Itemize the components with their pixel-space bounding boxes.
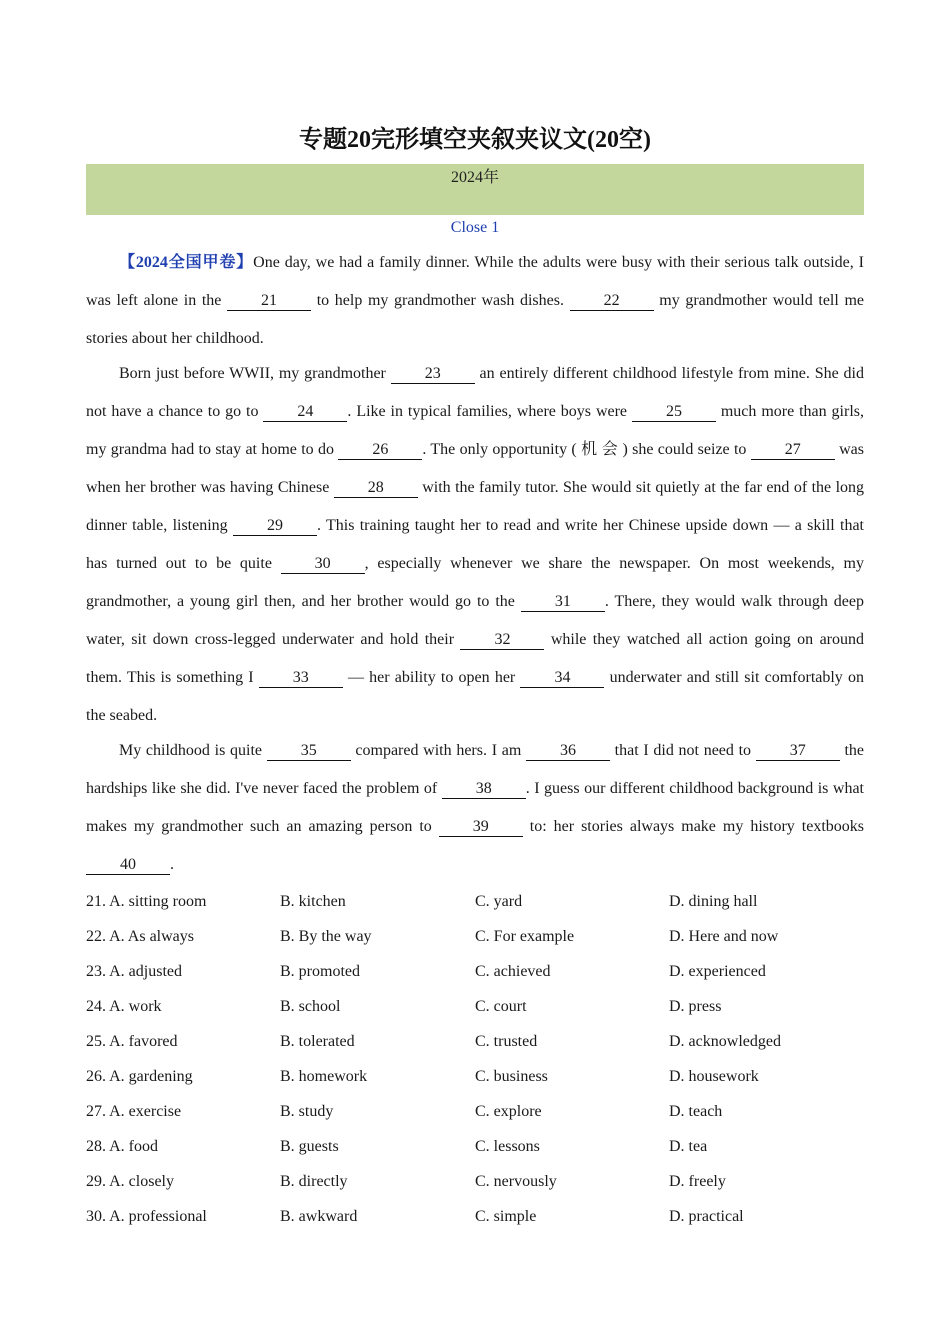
- option-b: B. kitchen: [280, 893, 346, 910]
- option-a: 24. A. work: [86, 998, 162, 1015]
- passage-paragraph: 【2024全国甲卷】One day, we had a family dinner. While the adults were busy with their serious talk outside, I was left alone in the 21 to help my grandmother wash dishes. 22 my grandmother would tell me stories about her childhood.: [86, 254, 864, 347]
- option-c: C. nervously: [475, 1173, 557, 1190]
- answer-options: [86, 884, 864, 1234]
- option-a: 21. A. sitting room: [86, 893, 207, 910]
- option-a: 30. A. professional: [86, 1208, 207, 1225]
- passage-paragraph: My childhood is quite 35 compared with hers. I am 36 that I did not need to 37 the hardships like she did. I've never faced the problem of 38 . I guess our different childhood background is what makes my grandmother such an amazing person to 39 to: her stories always make my history textbooks 40 .: [86, 742, 865, 873]
- blank-27: 27: [751, 441, 835, 460]
- question-options-row: [86, 1094, 864, 1129]
- year-banner-label: 2024年: [450, 169, 499, 186]
- option-b: B. study: [280, 1103, 334, 1120]
- blank-21: 21: [227, 292, 311, 311]
- option-b: B. guests: [280, 1138, 339, 1155]
- option-c: C. For example: [475, 928, 575, 945]
- cloze-passage: [86, 244, 864, 884]
- option-c: C. achieved: [475, 963, 551, 980]
- option-a: 22. A. As always: [86, 928, 194, 945]
- option-c: C. simple: [475, 1208, 537, 1225]
- blank-24: 24: [263, 403, 347, 422]
- blank-26: 26: [338, 441, 422, 460]
- question-options-row: [86, 954, 864, 989]
- question-options-row: [86, 884, 864, 919]
- option-a: 26. A. gardening: [86, 1068, 193, 1085]
- option-a: 23. A. adjusted: [86, 963, 182, 980]
- option-d: D. experienced: [669, 963, 766, 980]
- blank-40: 40: [86, 856, 170, 875]
- option-c: C. trusted: [475, 1033, 538, 1050]
- question-options-row: [86, 1164, 864, 1199]
- option-a: 25. A. favored: [86, 1033, 178, 1050]
- option-c: C. court: [475, 998, 527, 1015]
- question-options-row: [86, 919, 864, 954]
- option-d: D. tea: [669, 1138, 708, 1155]
- option-a: 29. A. closely: [86, 1173, 174, 1190]
- question-options-row: [86, 1059, 864, 1094]
- option-c: C. business: [475, 1068, 548, 1085]
- blank-36: 36: [526, 742, 610, 761]
- blank-37: 37: [756, 742, 840, 761]
- option-d: D. Here and now: [669, 928, 779, 945]
- blank-28: 28: [334, 479, 418, 498]
- blank-39: 39: [439, 818, 523, 837]
- option-a: 27. A. exercise: [86, 1103, 182, 1120]
- blank-29: 29: [233, 517, 317, 536]
- option-c: C. yard: [475, 893, 523, 910]
- option-d: D. press: [669, 998, 722, 1015]
- source-tag: 【2024全国甲卷】: [119, 254, 254, 271]
- question-options-row: [86, 1024, 864, 1059]
- option-d: D. acknowledged: [669, 1033, 781, 1050]
- page-title: 专题20完形填空夹叙夹议文(20空): [299, 127, 651, 153]
- question-options-row: [86, 1199, 864, 1234]
- passage-paragraph: Born just before WWII, my grandmother 23 an entirely different childhood lifestyle from mine. She did not have a chance to go to 24 . Like in typical families, where boys were 25 much more than girls, my grandma had to stay at home to do 26 . The only opportunity ( 机 会 ) she could seize to 27 was when her brother was having Chinese 28 with the family tutor. She would sit quietly at the far end of the long dinner table, listening 29 . This training taught her to read and write her Chinese upside down — a skill that has turned out to be quite 30 , especially whenever we share the newspaper. On most weekends, my grandmother, a young girl then, and her brother would go to the 31 . There, they would walk through deep water, sit down cross-legged underwater and hold their 32 while they watched all action going on around them. This is something I 33 — her ability to open her 34 underwater and still sit comfortably on the seabed.: [86, 365, 865, 724]
- blank-33: 33: [259, 669, 343, 688]
- option-b: B. school: [280, 998, 341, 1015]
- blank-34: 34: [520, 669, 604, 688]
- section-heading: Close 1: [450, 219, 500, 236]
- option-c: C. lessons: [475, 1138, 540, 1155]
- blank-38: 38: [442, 780, 526, 799]
- option-d: D. freely: [669, 1173, 726, 1190]
- option-b: B. directly: [280, 1173, 348, 1190]
- option-b: B. promoted: [280, 963, 360, 980]
- option-d: D. dining hall: [669, 893, 758, 910]
- option-d: D. housework: [669, 1068, 759, 1085]
- blank-22: 22: [570, 292, 654, 311]
- option-b: B. tolerated: [280, 1033, 355, 1050]
- blank-31: 31: [521, 593, 605, 612]
- option-d: D. practical: [669, 1208, 744, 1225]
- question-options-row: [86, 989, 864, 1024]
- blank-25: 25: [632, 403, 716, 422]
- question-options-row: [86, 1129, 864, 1164]
- year-banner: [86, 164, 864, 215]
- blank-30: 30: [281, 555, 365, 574]
- option-b: B. homework: [280, 1068, 368, 1085]
- blank-32: 32: [460, 631, 544, 650]
- blank-23: 23: [391, 365, 475, 384]
- option-c: C. explore: [475, 1103, 542, 1120]
- blank-35: 35: [267, 742, 351, 761]
- option-a: 28. A. food: [86, 1138, 158, 1155]
- option-b: B. By the way: [280, 928, 372, 945]
- option-b: B. awkward: [280, 1208, 358, 1225]
- option-d: D. teach: [669, 1103, 723, 1120]
